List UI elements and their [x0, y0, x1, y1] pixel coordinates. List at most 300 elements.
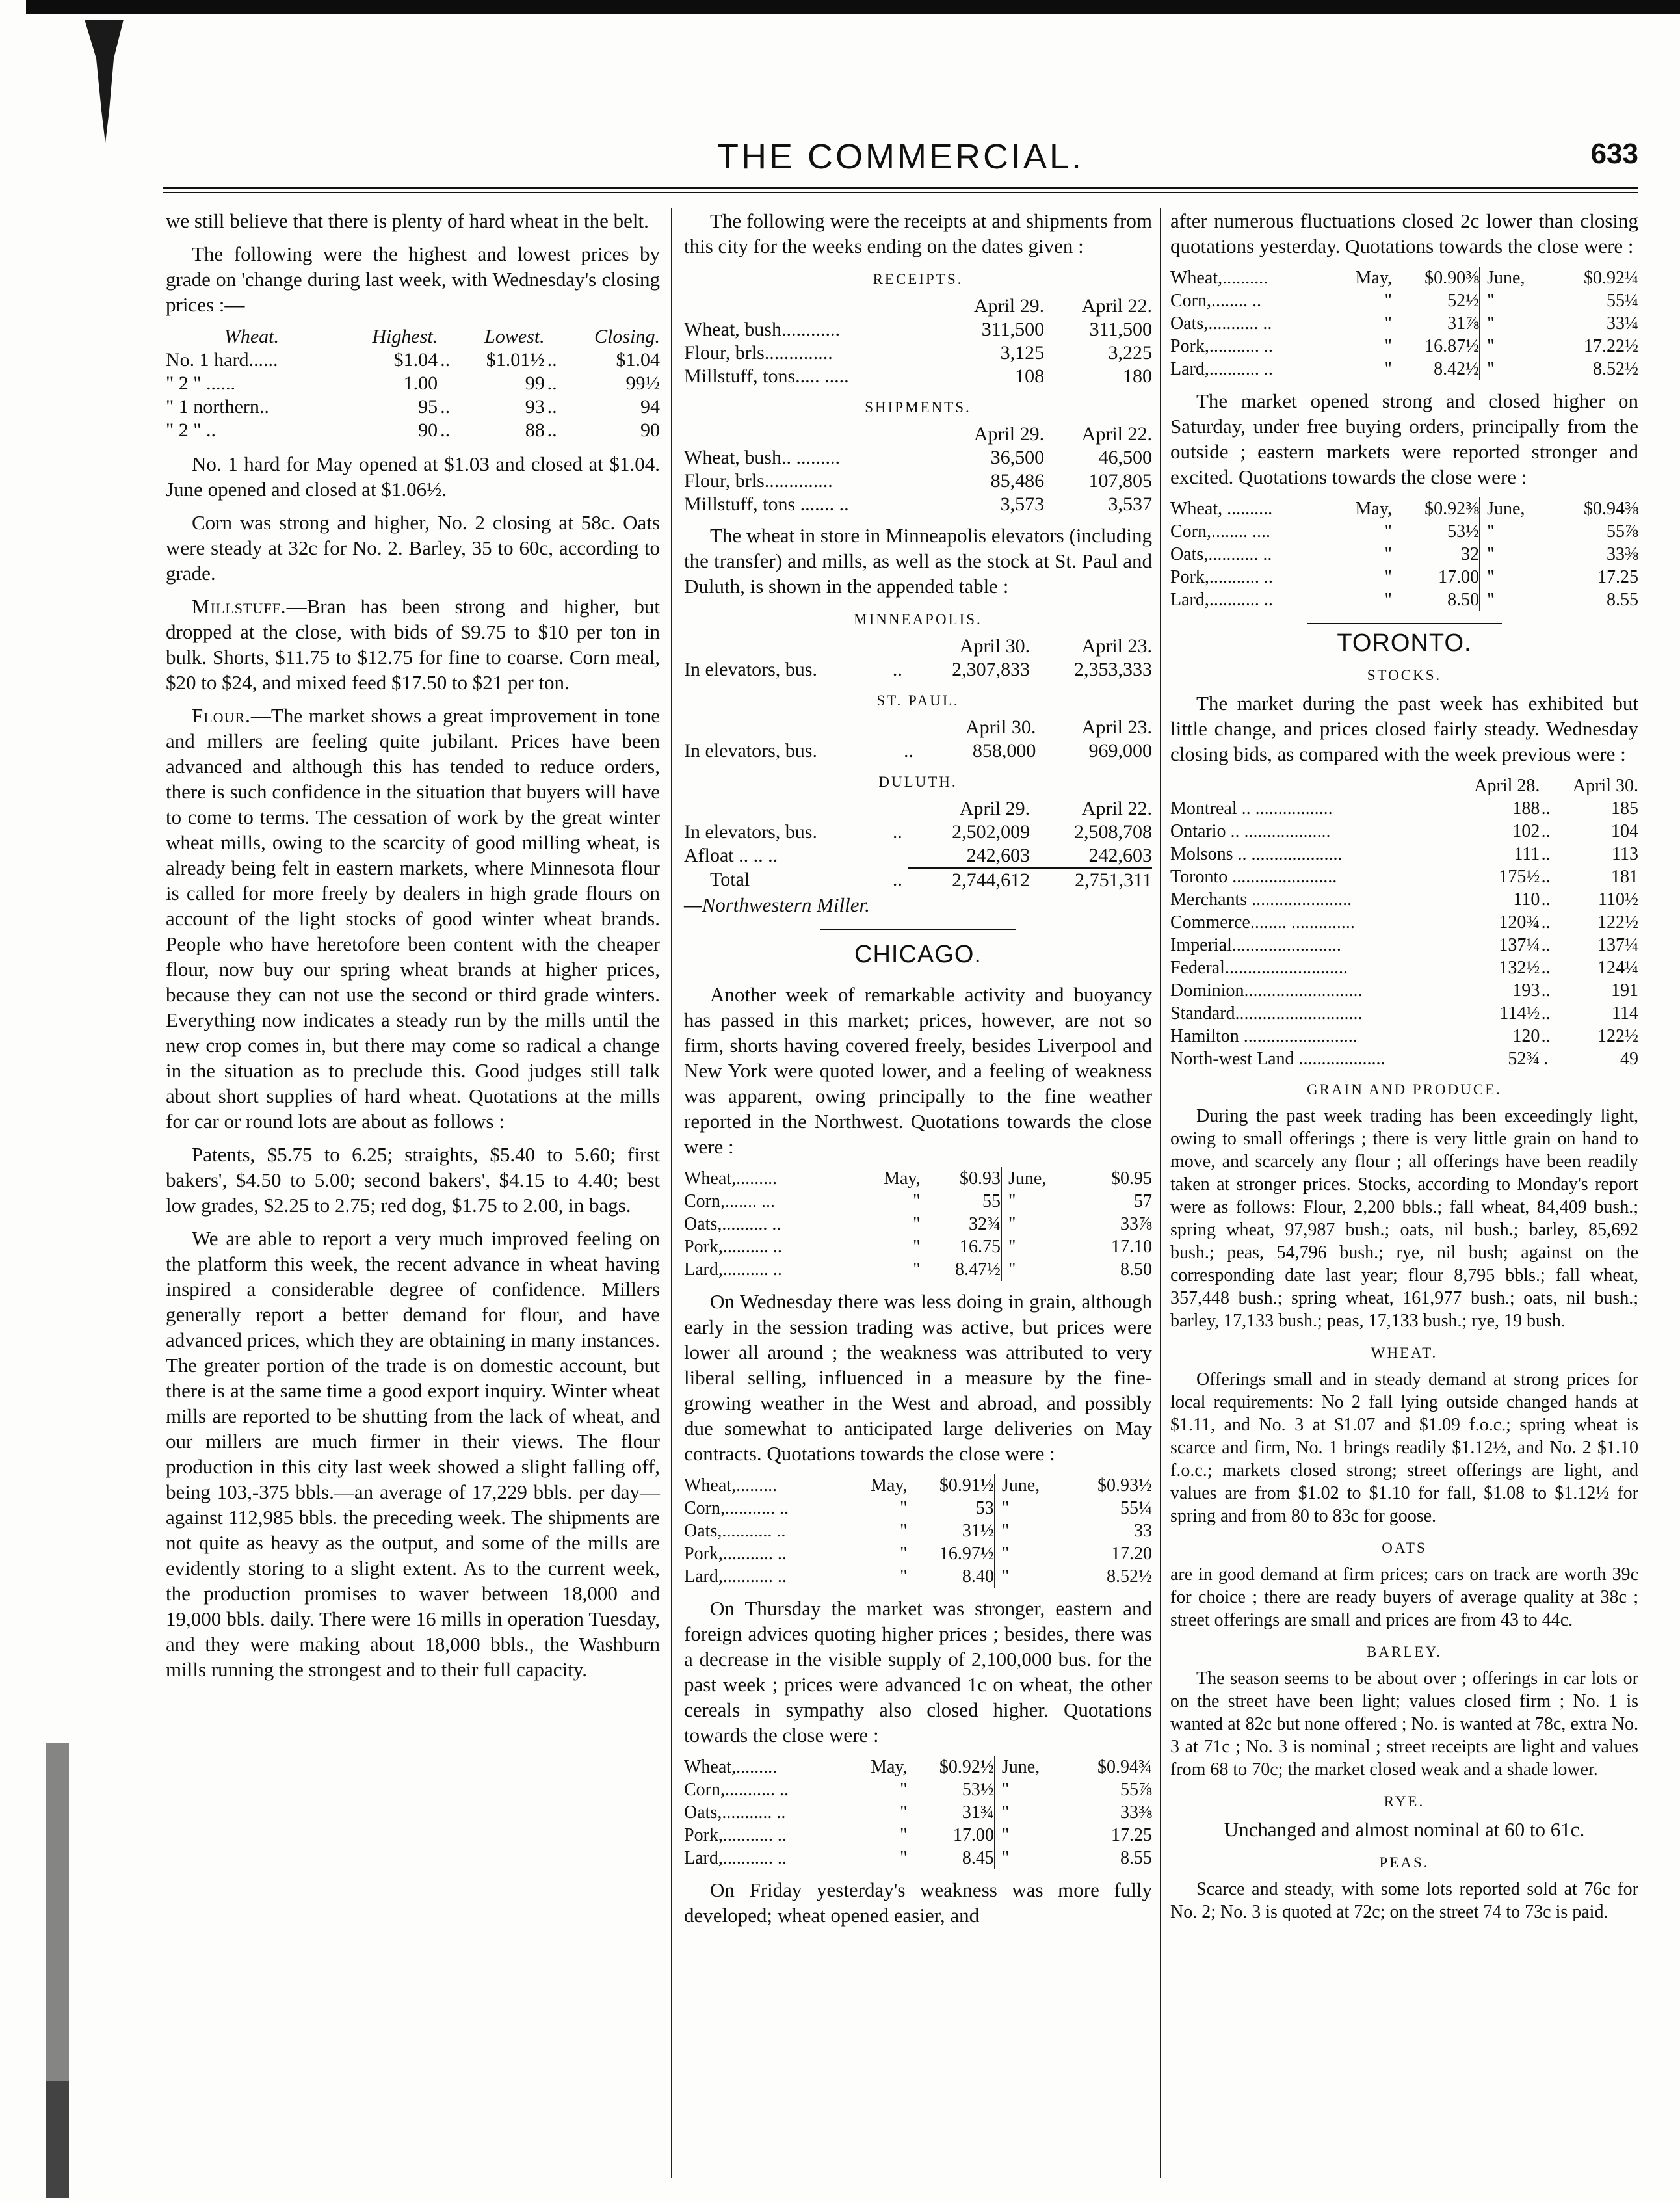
subhead-wheat: WHEAT. [1371, 1345, 1438, 1361]
item-cell: Wheat,......... [684, 1757, 778, 1777]
subhead-receipts: RECEIPTS. [873, 271, 964, 287]
subhead-minneapolis: MINNEAPOLIS. [854, 611, 982, 627]
value-cell: 36,500 [990, 447, 1045, 468]
item-cell: Lard,........... .. [684, 1848, 787, 1868]
value-cell: 2,744,612 [908, 868, 1030, 892]
leader-cell: .. [547, 349, 557, 371]
month-cell: June, [1480, 267, 1551, 289]
value-cell: 311,500 [981, 319, 1045, 340]
item-cell: In elevators, bus. [684, 821, 817, 843]
price-cell: 17.20 [1111, 1544, 1152, 1564]
price-cell: 55¼ [1607, 291, 1638, 311]
leader-cell: .. [440, 349, 451, 371]
column-header: Closing. [594, 326, 660, 347]
month-cell: " [900, 1498, 908, 1518]
table-row [684, 821, 1152, 844]
bid-cell: 114 [1612, 1003, 1638, 1023]
value-cell: 85,486 [990, 470, 1045, 492]
table-row [684, 1474, 1152, 1497]
subhead-barley: BARLEY. [1367, 1644, 1442, 1660]
month-cell: " [995, 1565, 1066, 1588]
date-header: April 23. [1081, 717, 1152, 738]
subhead-duluth: DULUTH. [878, 774, 958, 790]
table-row [684, 658, 1152, 681]
price-cell: 90 [418, 419, 438, 441]
table-row [1170, 267, 1638, 289]
item-cell: Wheat, .......... [1170, 499, 1273, 519]
item-cell: Oats,........... .. [1170, 544, 1272, 564]
leader-cell [438, 372, 453, 395]
binding-mark [78, 13, 130, 150]
table-row [166, 395, 660, 419]
date-header: April 22. [1081, 295, 1152, 317]
leader-cell: . [1543, 1049, 1549, 1069]
price-cell: $0.92¼ [1584, 268, 1638, 288]
value-cell: 242,603 [966, 845, 1030, 866]
price-cell: $0.94¾ [1097, 1757, 1152, 1777]
table-row [1170, 588, 1638, 611]
total-row [684, 868, 1152, 892]
page-number: 633 [1590, 138, 1638, 170]
price-cell: 53 [975, 1498, 994, 1518]
table-row [684, 1756, 1152, 1778]
subhead-rye: RYE. [1384, 1793, 1425, 1810]
price-cell: 8.42½ [1434, 359, 1480, 379]
paragraph-text: —The market shows a great improvement in tone and millers are feeling quite jubilant. Prices have been advanced and although this has tended to reduce orders, there is such confidence in the situation that buyers will have to come to terms. The cessation of work by the great winter wheat mills, owing to the scarcity of good milling wheat, is already being felt in eastern markets, where Minnesota flour is called for more freely by dealers in high grade flours on account of the light stocks of good winter wheat brands. People who have heretofore been content with the cheaper flour, now buy our spring wheat brands at higher prices, because they can not use the second or third grade winters. Everything now indicates a steady run by the mills until the new crop comes in, but there may come so radical a change in the situation as to preclude this. Good judges still talk about short supplies of hard wheat. Quotations at the mills for car or round lots are about as follows : [166, 704, 660, 1133]
month-cell: " [995, 1520, 1066, 1542]
month-cell: May, [884, 1168, 921, 1189]
st-paul-table [684, 716, 1152, 763]
price-cell: $1.04 [393, 349, 438, 371]
bid-cell: 104 [1611, 821, 1638, 841]
item-cell: Flour, brls.............. [684, 470, 833, 492]
table-row [1170, 312, 1638, 335]
price-cell: 8.52½ [1107, 1566, 1152, 1587]
publication-title: THE COMMERCIAL. [716, 137, 1084, 176]
item-cell: In elevators, bus. [684, 659, 817, 680]
price-cell: 55 [982, 1191, 1001, 1211]
paragraph: are in good demand at firm prices; cars on track are worth 39c for choice ; there are ready buyers of average quality at 38c ; street offerings are small and prices are from 43 to 44c. [1170, 1564, 1638, 1630]
date-header: April 22. [1081, 423, 1152, 445]
subhead-oats: OATS [1382, 1540, 1427, 1556]
bid-cell: 102 [1512, 821, 1540, 841]
table-row [684, 1235, 1152, 1258]
section-title-chicago: CHICAGO. [854, 941, 982, 968]
leader-cell: .. [1541, 1003, 1551, 1023]
value-cell: 3,573 [1000, 494, 1045, 515]
table-row [684, 1778, 1152, 1801]
month-cell: " [1001, 1190, 1081, 1213]
table-row [1170, 797, 1638, 820]
item-cell: Corn,........ .... [1170, 521, 1270, 542]
month-cell: " [1384, 313, 1392, 334]
value-cell: 2,307,833 [952, 659, 1030, 680]
item-cell: Total [710, 869, 750, 890]
date-header: April 29. [959, 798, 1030, 819]
quotation-table [1170, 267, 1638, 380]
item-cell: Wheat,.......... [1170, 268, 1268, 288]
paragraph: The market opened strong and closed higher on Saturday, under free buying orders, principally from the outside ; eastern markets were reported stronger and excited. Quotations towards the close were : [1170, 389, 1638, 488]
table-row [684, 1824, 1152, 1847]
price-cell: 99 [525, 373, 545, 394]
bid-cell: 49 [1620, 1049, 1638, 1069]
paragraph: The wheat in store in Minneapolis elevators (including the transfer) and mills, as well as the stock at St. Paul and Duluth, is shown in the appended table : [684, 524, 1152, 598]
date-header: April 29. [973, 423, 1045, 445]
item-cell: Corn,........ .. [1170, 291, 1261, 311]
page-header [163, 137, 1638, 182]
table-row [1170, 358, 1638, 380]
minneapolis-table [684, 635, 1152, 681]
subhead-peas: PEAS. [1379, 1854, 1430, 1871]
item-cell: Lard,........... .. [1170, 359, 1273, 379]
item-cell: Pork,........... .. [684, 1825, 787, 1845]
month-cell: June, [1001, 1167, 1081, 1190]
price-cell: 55⅞ [1120, 1780, 1152, 1800]
bid-cell: 181 [1611, 867, 1638, 887]
month-cell: " [1384, 291, 1392, 311]
month-cell: May, [1355, 499, 1392, 519]
subhead-shipments: SHIPMENTS. [865, 399, 971, 415]
price-cell: 31⅞ [1447, 313, 1480, 334]
price-cell: 88 [525, 419, 545, 441]
date-header: April 29. [973, 295, 1045, 317]
table-row [1170, 979, 1638, 1002]
month-cell: " [1480, 543, 1551, 566]
item-cell: Oats,........... .. [684, 1802, 786, 1823]
month-cell: " [1384, 336, 1392, 356]
paragraph: No. 1 hard for May opened at $1.03 and closed at $1.04. June opened and closed at $1.06½. [166, 453, 660, 501]
price-cell: 16.97½ [939, 1544, 994, 1564]
table-row [684, 1167, 1152, 1190]
item-cell: Oats,........... .. [1170, 313, 1272, 334]
month-cell: " [1480, 289, 1551, 312]
price-cell: 33¼ [1607, 313, 1638, 334]
table-row [1170, 543, 1638, 566]
leader-cell: .. [1541, 1026, 1551, 1046]
column-2 [684, 208, 1152, 1936]
bid-cell: 185 [1611, 798, 1638, 819]
paragraph: During the past week trading has been exceedingly light, owing to small offerings ; there is very little grain on hand to move, and scarcely any flour ; all offerings have been readily taken at stronger prices. Stocks, according to Monday's report were as follows: Flour, 2,200 bbls.; fall wheat, 84,409 bush.; spring wheat, 97,987 bush.; oats, nil bush.; barley, 85,692 bush.; peas, 54,796 bush.; rye, nil bush; against on the corresponding date last year; flour 8,795 bbls.; fall wheat, 357,448 bush.; spring wheat, 161,977 bush.; oats, nil bush.; barley, 17,133 bush.; peas, 17,133 bush.; rye, 19 bush. [1170, 1106, 1638, 1331]
table-row [684, 1520, 1152, 1542]
month-cell: " [900, 1780, 908, 1800]
month-cell: " [1384, 544, 1392, 564]
bid-cell: 110½ [1598, 890, 1638, 910]
column-divider [1160, 208, 1161, 2178]
duluth-table [684, 797, 1152, 892]
price-cell: 8.50 [1120, 1259, 1152, 1280]
value-cell: 108 [1015, 365, 1045, 387]
table-row [684, 1213, 1152, 1235]
price-cell: 31½ [962, 1521, 994, 1541]
paragraph: Patents, $5.75 to 6.25; straights, $5.40 to 5.60; first bakers', $4.50 to 5.00; second bakers', $4.15 to 4.40; best low grades, $2.25 to 2.75; red dog, $1.75 to 2.00, in bags. [166, 1143, 660, 1217]
month-cell: " [1480, 588, 1551, 611]
value-cell: 2,353,333 [1074, 659, 1152, 680]
paragraph: Scarce and steady, with some lots reported sold at 76c for No. 2; No. 3 is quoted at 72c; on the street 74 to 73c is paid. [1170, 1879, 1638, 1922]
table-row [166, 372, 660, 395]
value-cell: 311,500 [1089, 319, 1152, 340]
leader-cell: .. [1541, 890, 1551, 910]
month-cell: May, [871, 1757, 908, 1777]
item-cell: Corn,........... .. [684, 1498, 789, 1518]
month-cell: " [1480, 335, 1551, 358]
table-row [166, 349, 660, 372]
month-cell: " [1001, 1235, 1081, 1258]
column-header: Lowest. [484, 326, 545, 347]
bank-cell: Dominion.......................... [1170, 981, 1363, 1001]
table-row [1170, 1048, 1638, 1070]
value-cell: 2,502,009 [952, 821, 1030, 843]
price-cell: 8.55 [1607, 590, 1638, 610]
price-cell: 8.52½ [1593, 359, 1638, 379]
price-cell: 53½ [962, 1780, 994, 1800]
paragraph: Unchanged and almost nominal at 60 to 61c. [1224, 1818, 1585, 1841]
value-cell: 2,751,311 [1030, 868, 1152, 892]
leader-cell: .. [903, 740, 913, 761]
scan-edge-mark [46, 1743, 69, 2081]
grade-cell: No. 1 hard...... [166, 349, 278, 371]
item-cell: Wheat,......... [684, 1168, 778, 1189]
price-cell: 52½ [1447, 291, 1480, 311]
table-row [1170, 1025, 1638, 1048]
bank-cell: North-west Land ................... [1170, 1049, 1385, 1069]
bid-cell: 137¼ [1499, 935, 1540, 955]
bank-cell: Ontario .. ................... [1170, 821, 1331, 841]
price-cell: $0.92⅜ [1424, 499, 1480, 519]
leader-cell: .. [547, 419, 557, 441]
bid-cell: 124¼ [1597, 958, 1638, 978]
value-cell: 969,000 [1088, 740, 1152, 761]
table-row [684, 1190, 1152, 1213]
month-cell: June, [1480, 497, 1551, 520]
column-header: Wheat. [224, 326, 280, 347]
value-cell: 3,225 [1108, 342, 1152, 363]
table-row [684, 341, 1152, 365]
month-cell: " [1001, 1213, 1081, 1235]
shipments-table [684, 423, 1152, 516]
table-row [1170, 497, 1638, 520]
price-cell: $0.93½ [1097, 1475, 1152, 1496]
price-cell: 31¾ [962, 1802, 994, 1823]
price-cell: 8.45 [962, 1848, 994, 1868]
leader-cell: .. [1541, 935, 1551, 955]
price-cell: 17.22½ [1584, 336, 1638, 356]
month-cell: " [995, 1497, 1066, 1520]
month-cell: " [900, 1544, 908, 1564]
subhead-grain-produce: GRAIN AND PRODUCE. [1307, 1081, 1502, 1098]
month-cell: " [1384, 359, 1392, 379]
price-cell: 8.55 [1120, 1848, 1152, 1868]
leader-cell: .. [1541, 981, 1551, 1001]
paragraph: The market during the past week has exhibited but little change, and prices closed fairly steady. Wednesday closing bids, as compared with the week previous were : [1170, 692, 1638, 765]
paragraph [166, 594, 660, 695]
price-cell: 1.00 [403, 373, 438, 394]
table-row [684, 469, 1152, 493]
table-row [684, 844, 1152, 868]
price-cell: 33⅞ [1120, 1214, 1152, 1234]
price-cell: 55¼ [1120, 1498, 1152, 1518]
price-cell: 17.00 [1438, 567, 1480, 587]
date-header: April 30. [959, 635, 1030, 657]
value-cell: 2,508,708 [1074, 821, 1152, 843]
leader-cell: .. [547, 396, 557, 417]
section-title-toronto: TORONTO. [1337, 629, 1472, 657]
table-row [684, 1565, 1152, 1588]
table-row [684, 318, 1152, 341]
item-cell: In elevators, bus. [684, 740, 817, 761]
price-cell: 17.25 [1111, 1825, 1152, 1845]
month-cell: " [913, 1237, 921, 1257]
month-cell: " [1384, 590, 1392, 610]
table-row [1170, 843, 1638, 865]
price-cell: 33 [1134, 1521, 1152, 1541]
price-cell: 95 [418, 396, 438, 417]
value-cell: 180 [1123, 365, 1152, 387]
section-rule [820, 929, 1016, 930]
table-row [1170, 1002, 1638, 1025]
column-1 [166, 208, 660, 1690]
grade-cell: " 2 " ...... [166, 373, 235, 394]
bank-cell: Toronto ....................... [1170, 867, 1337, 887]
column-divider [671, 208, 672, 2178]
paragraph: On Friday yesterday's weakness was more fully developed; wheat opened easier, and [684, 1878, 1152, 1927]
leader-cell [893, 844, 908, 868]
grade-cell: " 1 northern.. [166, 396, 269, 417]
price-cell: $0.91½ [939, 1475, 994, 1496]
date-header: April 22. [1081, 798, 1152, 819]
month-cell: " [995, 1824, 1066, 1847]
item-cell: Wheat,......... [684, 1475, 778, 1496]
item-cell: Millstuff, tons..... ..... [684, 365, 849, 387]
price-cell: 93 [525, 396, 545, 417]
month-cell: " [1384, 567, 1392, 587]
table-row [684, 1801, 1152, 1824]
table-row [1170, 888, 1638, 911]
price-cell: 8.40 [962, 1566, 994, 1587]
month-cell: " [1480, 312, 1551, 335]
paragraph: On Thursday the market was stronger, eastern and foreign advices quoting higher prices ; besides, there was a decrease in the visible supply of 2,100,000 bus. for the past week ; prices were advanced 1c on wheat, the other cereals in sympathy also closed higher. Quotations towards the close were : [684, 1597, 1152, 1746]
item-cell: Oats,........... .. [684, 1521, 786, 1541]
paragraph: We are able to report a very much improved feeling on the platform this week, the recent advance in wheat having inspired a considerable degree of confidence. Millers generally report a better demand for flour, and have advanced prices, which they are obtaining in many instances. The greater portion of the trade is on domestic account, but there is at the same time a good export inquiry. Winter wheat mills are reported to be shutting from the lack of wheat, and our millers are much firmer in their views. The flour production in this city last week showed a slight falling off, being 103,-375 bbls.—an average of 17,229 bbls. per day—against 112,985 bbls. the preceding week. The shipments are not quite as heavy as the output, and some of the mills are evidently storing to a slight extent. As to the current week, the production promises to waver between 18,000 and 19,000 bbls. daily. There were 16 mills in operation Tuesday, and they were making about 18,000 bbls., the Washburn mills running the strongest and to their full capacity. [166, 1227, 660, 1681]
item-cell: Flour, brls.............. [684, 342, 833, 363]
table-row [684, 365, 1152, 388]
quotation-table [684, 1167, 1152, 1281]
leader-cell: .. [1541, 844, 1551, 864]
receipts-table [684, 295, 1152, 388]
column-header: Highest. [372, 326, 438, 347]
month-cell: " [995, 1801, 1066, 1824]
month-cell: " [913, 1259, 921, 1280]
leader-cell: .. [440, 419, 451, 441]
month-cell: " [1001, 1258, 1081, 1281]
price-cell: $0.90⅜ [1424, 268, 1480, 288]
leader-cell: .. [1541, 867, 1551, 887]
bank-cell: Standard............................ [1170, 1003, 1363, 1023]
price-cell: 99½ [625, 373, 660, 394]
bank-cell: Federal........................... [1170, 958, 1348, 978]
month-cell: " [1480, 566, 1551, 588]
leader-cell: .. [440, 396, 451, 417]
month-cell: " [913, 1191, 921, 1211]
paragraph: after numerous fluctuations closed 2c lower than closing quotations yesterday. Quotations towards the close were : [1170, 209, 1638, 257]
item-cell: Afloat .. .. .. [684, 845, 778, 866]
bid-cell: 188 [1512, 798, 1540, 819]
month-cell: " [995, 1847, 1066, 1869]
run-in-heading: Millstuff. [192, 595, 287, 618]
month-cell: " [900, 1825, 908, 1845]
item-cell: Corn,....... ... [684, 1191, 775, 1211]
table-row [684, 1258, 1152, 1281]
month-cell: " [900, 1521, 908, 1541]
price-cell: 17.10 [1111, 1237, 1152, 1257]
month-cell: " [1384, 521, 1392, 542]
price-cell: 16.87½ [1424, 336, 1480, 356]
price-cell: $0.95 [1111, 1168, 1152, 1189]
source-credit: —Northwestern Miller. [684, 893, 870, 916]
run-in-heading: Flour. [192, 704, 251, 727]
item-cell: Wheat, bush.. ......... [684, 447, 840, 468]
date-header: April 23. [1081, 635, 1152, 657]
leader-cell: .. [547, 373, 557, 394]
price-cell: 16.75 [960, 1237, 1001, 1257]
bid-cell: 122½ [1597, 1026, 1638, 1046]
bid-cell: 52¾ [1508, 1049, 1540, 1069]
item-cell: Lard,........... .. [1170, 590, 1273, 610]
value-cell: 107,805 [1088, 470, 1152, 492]
table-row [1170, 865, 1638, 888]
bid-cell: 114½ [1499, 1003, 1540, 1023]
table-row [1170, 566, 1638, 588]
table-row [1170, 956, 1638, 979]
price-cell: 55⅞ [1607, 521, 1638, 542]
date-header: April 28. [1474, 776, 1540, 796]
quotation-table [1170, 497, 1638, 611]
month-cell: " [913, 1214, 921, 1234]
bank-stocks-table [1170, 774, 1638, 1070]
value-cell: 46,500 [1098, 447, 1152, 468]
paragraph: On Wednesday there was less doing in grain, although early in the session trading was active, but prices were lower all around ; the weakness was attributed to very liberal selling, influenced in a measure by the fine-growing weather in the West and abroad, and possibly due somewhat to anticipated large deliveries on May contracts. Quotations towards the close were : [684, 1290, 1152, 1465]
paragraph: Offerings small and in steady demand at strong prices for local requirements: No 2 fall lying outside changed hands at $1.11, and No. 3 at $1.07 and $1.09 f.o.c.; spring wheat is scarce and firm, No. 1 brings readily $1.12½, and No. 2 $1.10 f.o.c.; markets closed strong; street offerings are light, and values are from $1.02 to $1.10 for fall, $1.08 to $1.12½ for spring and from 80 to 83c for goose. [1170, 1369, 1638, 1526]
date-header: April 30. [965, 717, 1036, 738]
scan-edge-mark [46, 2081, 69, 2198]
leader-cell: .. [892, 869, 902, 890]
table-row [166, 419, 660, 442]
month-cell: May, [871, 1475, 908, 1496]
value-cell: 242,603 [1088, 845, 1152, 866]
bank-cell: Imperial........................ [1170, 935, 1341, 955]
grade-cell: " 2 " .. [166, 419, 216, 441]
table-row [684, 1847, 1152, 1869]
value-cell: 3,125 [1000, 342, 1045, 363]
price-cell: 33⅜ [1607, 544, 1638, 564]
table-row [1170, 911, 1638, 934]
price-cell: 90 [640, 419, 660, 441]
table-row [1170, 934, 1638, 956]
section-rule [1307, 623, 1502, 624]
item-cell: Pork,........... .. [1170, 336, 1273, 356]
bid-cell: 111 [1514, 844, 1540, 864]
table-row [684, 446, 1152, 469]
month-cell: June, [995, 1474, 1066, 1497]
bid-cell: 120¾ [1499, 912, 1540, 932]
month-cell: June, [995, 1756, 1066, 1778]
bid-cell: 137¼ [1597, 935, 1638, 955]
price-cell: $1.01½ [486, 349, 545, 371]
month-cell: May, [1355, 268, 1392, 288]
item-cell: Oats,.......... .. [684, 1214, 781, 1234]
month-cell: " [995, 1778, 1066, 1801]
table-row [1170, 289, 1638, 312]
bid-cell: 191 [1611, 981, 1638, 1001]
